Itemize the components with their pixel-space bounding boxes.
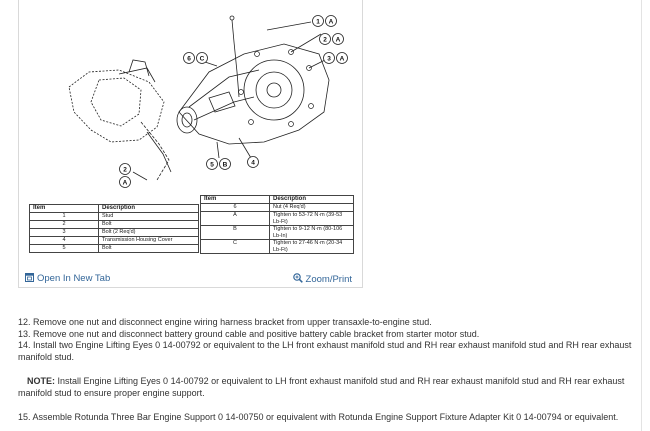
open-in-new-tab-link[interactable]: [25, 273, 110, 284]
figure-toolbar: [19, 271, 362, 287]
description-cell: Bolt: [99, 245, 199, 253]
table-header-row: [30, 205, 199, 213]
step-14: 14. Install two Engine Lifting Eyes 0 14-00792 or equivalent to the LH front exhaust manifold stud and RH rear exhaust manifold stud and RH rear exhaust manifold stud.: [18, 340, 632, 363]
step-13: 13. Remove one nut and disconnect battery ground cable and positive battery cable bracket from starter motor stud.: [18, 328, 480, 339]
callout-1A: [313, 16, 337, 27]
note-text: Install Engine Lifting Eyes 0 14-00792 or equivalent to LH front exhaust manifold stud and RH rear exhaust manifold stud and RH rear exhaust: [55, 375, 625, 386]
table-row: [30, 213, 199, 221]
callout-4: [248, 157, 259, 168]
col-header-item: Item: [30, 205, 99, 213]
transaxle-diagram: [29, 2, 359, 194]
note-continuation: manifold stud to ensure proper engine support.: [18, 387, 205, 398]
table-row: [30, 245, 199, 253]
svg-text:A: A: [122, 179, 128, 187]
svg-text:A: A: [339, 55, 345, 63]
table-row: [201, 240, 354, 254]
svg-text:A: A: [328, 18, 334, 26]
table-row: [201, 212, 354, 226]
col-header-description: Description: [99, 205, 199, 213]
col-header-item: Item: [201, 196, 270, 204]
svg-text:A: A: [335, 36, 341, 44]
callout-5B: [207, 159, 231, 170]
note-paragraph: [18, 376, 642, 388]
table-row: [30, 221, 199, 229]
procedure-steps: [18, 317, 642, 424]
svg-text:3: 3: [327, 55, 331, 63]
items-table-left: [29, 204, 199, 253]
dipstick-tube: [232, 20, 239, 97]
starter-motor: [209, 92, 235, 112]
svg-text:4: 4: [251, 159, 255, 167]
table-row: [30, 229, 199, 237]
svg-text:5: 5: [210, 161, 214, 169]
col-header-description: Description: [270, 196, 354, 204]
page-divider: [641, 0, 642, 431]
engine-outline: [69, 70, 164, 142]
callout-6C: [184, 53, 208, 64]
bellhousing: [244, 60, 304, 120]
item-cell: C: [201, 240, 270, 254]
magnifier-icon: [293, 273, 303, 283]
item-cell: 6: [201, 204, 270, 212]
item-cell: B: [201, 226, 270, 240]
table-row: [201, 226, 354, 240]
description-cell: Tighten to 27-46 N·m (20-34 Lb-Ft): [270, 240, 354, 254]
description-cell: Transmission Housing Cover: [99, 237, 199, 245]
items-table-right: [200, 195, 354, 254]
svg-text:2: 2: [323, 36, 327, 44]
description-cell: Tighten to 53-72 N·m (39-53 Lb-Ft): [270, 212, 354, 226]
callout-2A-top: [320, 34, 344, 45]
open-in-new-tab-label: Open In New Tab: [37, 273, 111, 284]
item-cell: 4: [30, 237, 99, 245]
note-label: NOTE:: [27, 375, 55, 386]
svg-text:6: 6: [187, 55, 191, 63]
item-cell: 1: [30, 213, 99, 221]
item-cell: 3: [30, 229, 99, 237]
item-cell: A: [201, 212, 270, 226]
description-cell: Bolt: [99, 221, 199, 229]
step-15: 15. Assemble Rotunda Three Bar Engine Support 0 14-00750 or equivalent with Rotunda Engine Support Fixture Adapter Kit 0 14-00794 or equivalent.: [18, 412, 619, 423]
figure-panel: [18, 0, 363, 288]
description-cell: Stud: [99, 213, 199, 221]
callout-3A: [324, 53, 348, 64]
zoom-print-label: Zoom/Print: [305, 274, 352, 285]
callout-2A-bottom: [120, 164, 131, 188]
item-cell: 2: [30, 221, 99, 229]
description-cell: Tighten to 9-12 N·m (80-106 Lb-In): [270, 226, 354, 240]
table-header-row: [201, 196, 354, 204]
new-tab-icon: [25, 273, 34, 282]
table-row: [201, 204, 354, 212]
description-cell: Nut (4 Req'd): [270, 204, 354, 212]
description-cell: Bolt (2 Req'd): [99, 229, 199, 237]
svg-text:B: B: [222, 161, 228, 169]
svg-text:C: C: [199, 55, 205, 63]
zoom-print-link[interactable]: [293, 273, 352, 285]
svg-text:1: 1: [316, 18, 320, 26]
step-12: 12. Remove one nut and disconnect engine wiring harness bracket from upper transaxle-to-engine stud.: [18, 317, 432, 327]
svg-text:2: 2: [123, 166, 127, 174]
table-row: [30, 237, 199, 245]
item-cell: 5: [30, 245, 99, 253]
